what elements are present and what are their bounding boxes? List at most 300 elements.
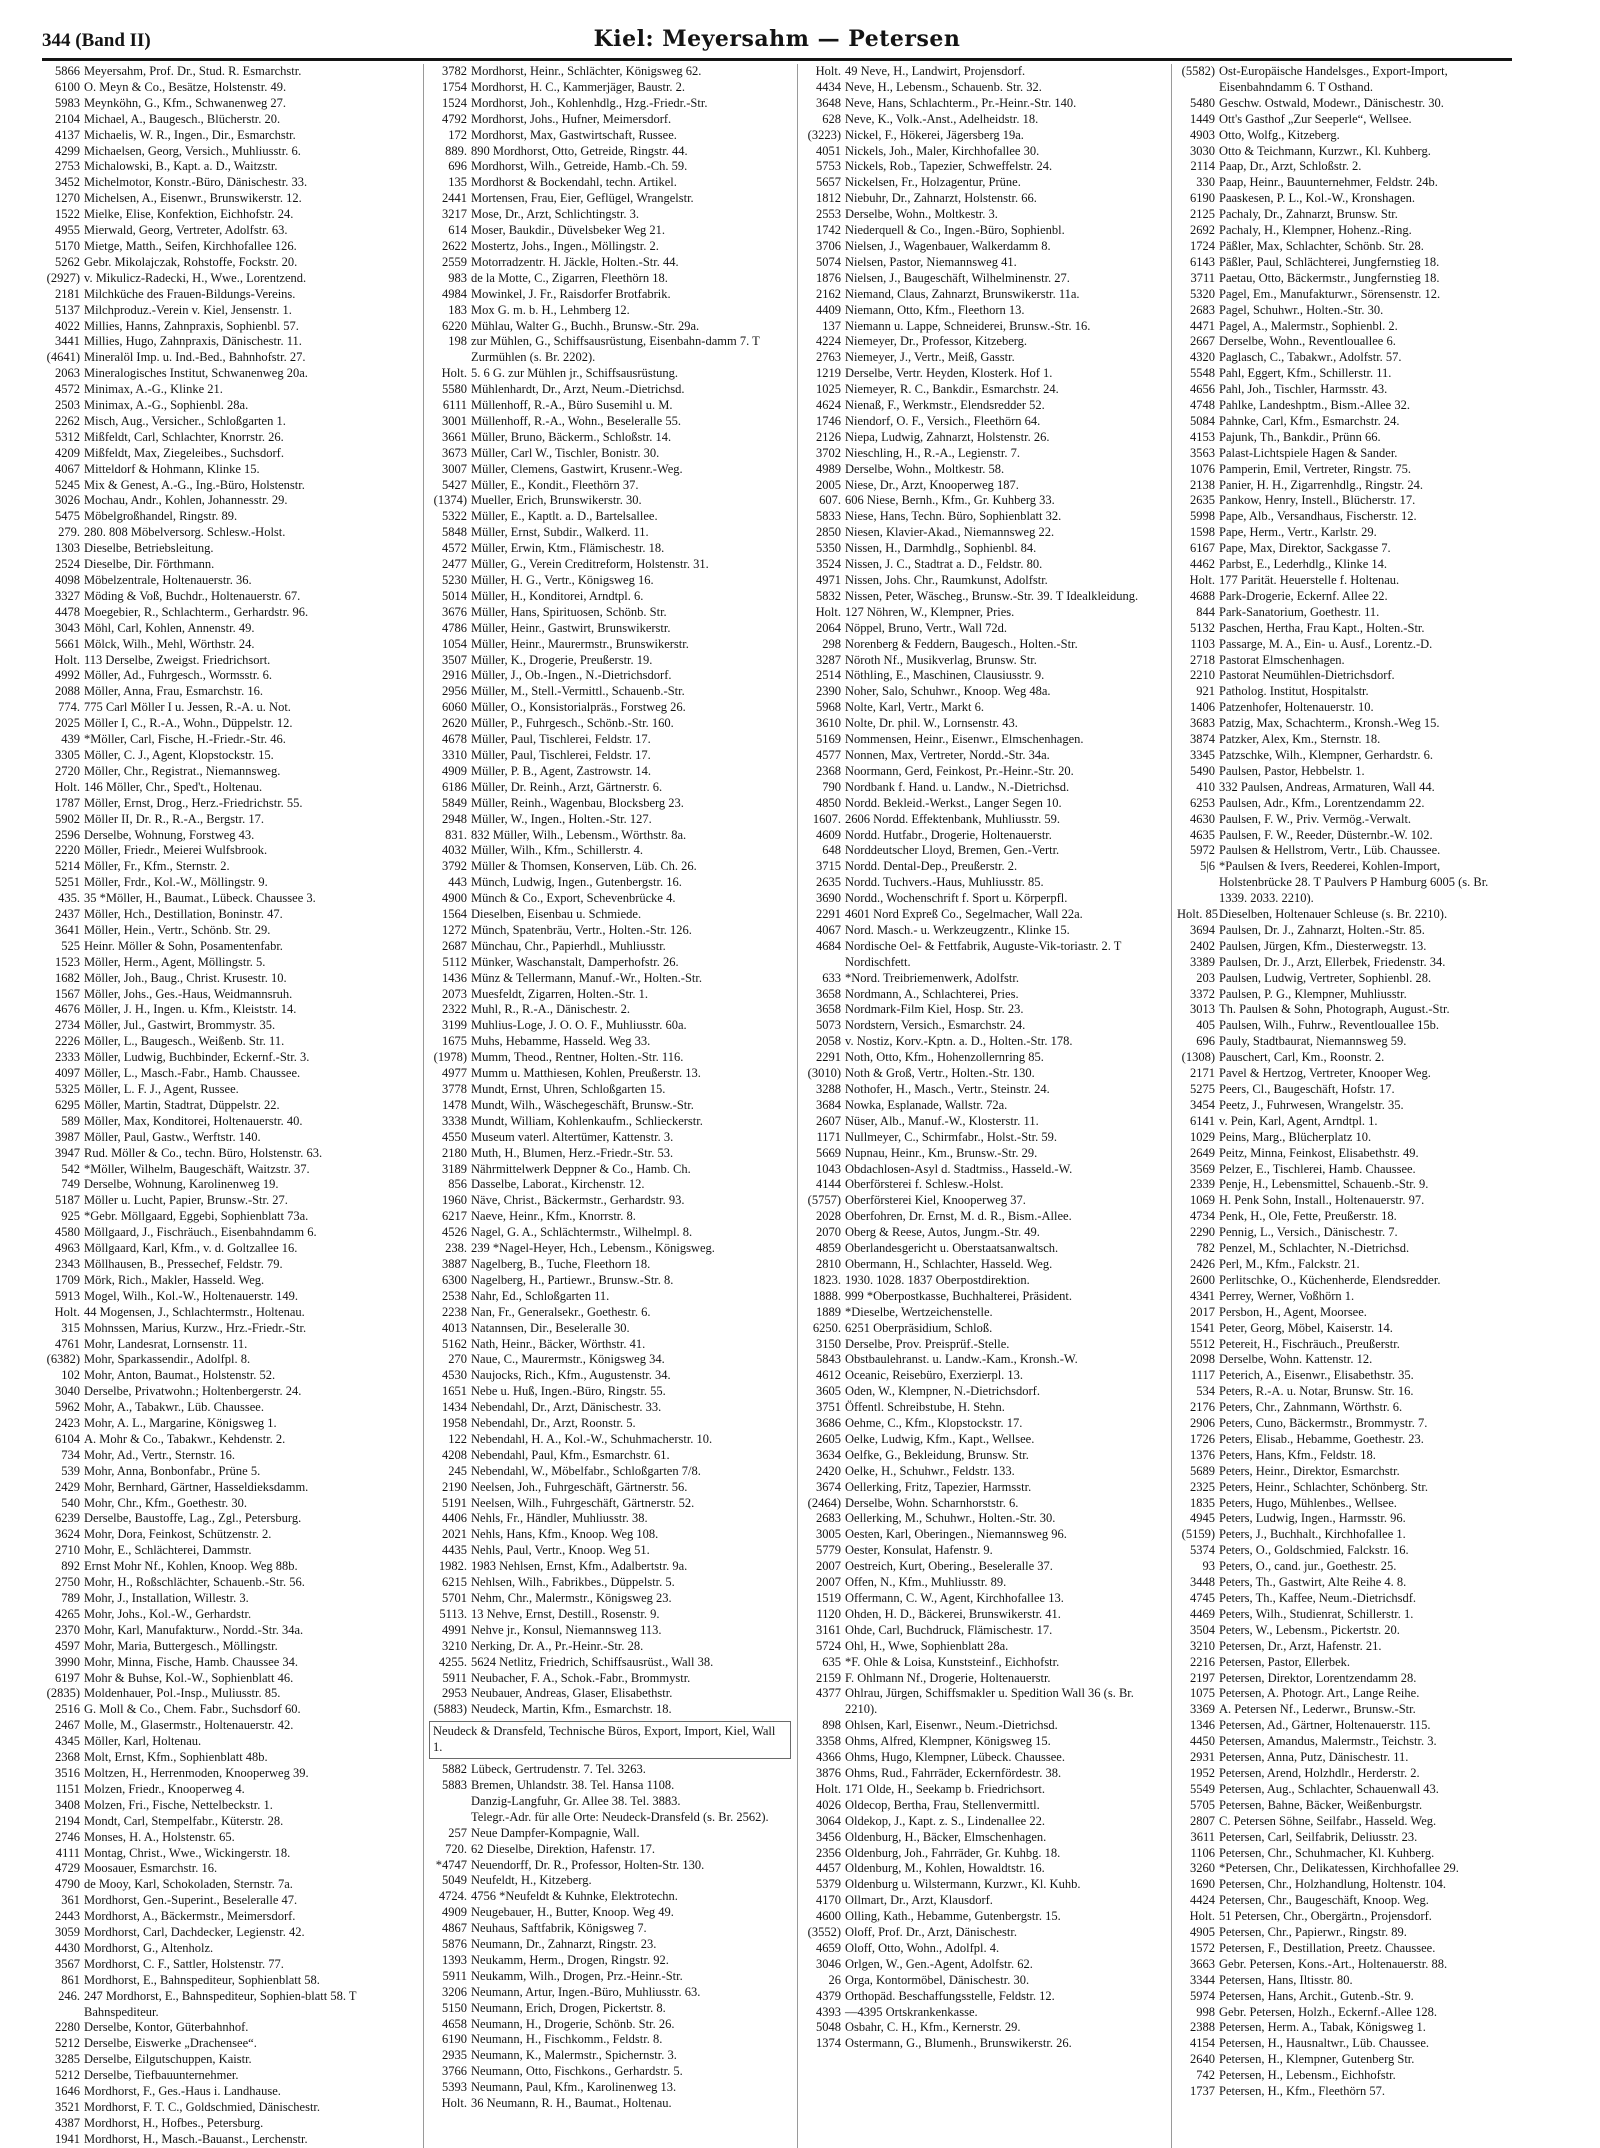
- phone-number: 898: [822, 1718, 841, 1733]
- phone-number: 4051: [816, 143, 841, 158]
- directory-entry: [429, 446, 791, 462]
- directory-entry: [42, 637, 417, 653]
- phone-number: 5014: [442, 588, 467, 603]
- directory-entry: [1177, 1655, 1506, 1671]
- directory-entry: [42, 541, 417, 557]
- phone-number: 315: [61, 1320, 80, 1335]
- phone-number: 2162: [816, 286, 841, 301]
- phone-number: 749: [61, 1177, 80, 1192]
- phone-number: 5580: [442, 382, 467, 397]
- entry-text: Niemand, Claus, Zahnarzt, Brunswikerstr. 11a.: [845, 286, 1080, 301]
- entry-text: 606 Niese, Bernh., Kfm., Gr. Kuhberg 33.: [845, 493, 1055, 508]
- entry-text: Peters, O., Goldschmied, Falckstr. 16.: [1219, 1543, 1409, 1558]
- entry-text: Orlgen, W., Gen.-Agent, Adolfstr. 62.: [845, 1956, 1033, 1971]
- phone-number: 5913: [55, 1288, 80, 1303]
- entry-text: Nielsen, J., Baugeschäft, Wilhelminenstr. 27.: [845, 270, 1070, 285]
- entry-text: Milchproduz.-Verein v. Kiel, Jensenstr. 1.: [84, 302, 292, 317]
- directory-entry: [803, 1989, 1165, 2005]
- entry-text: Nebendahl, Dr., Arzt, Roonstr. 5.: [471, 1416, 636, 1431]
- directory-entry: [429, 1810, 791, 1826]
- directory-entry: [429, 334, 791, 366]
- phone-number: 4299: [55, 143, 80, 158]
- entry-text: Neumann, Paul, Kfm., Karolinenweg 13.: [471, 2080, 677, 2095]
- entry-text: Paetau, Otto, Bäckermstr., Jungfernstieg 18.: [1219, 270, 1440, 285]
- directory-entry: [42, 144, 417, 160]
- directory-entry: [1177, 589, 1506, 605]
- phone-number: 4471: [1190, 318, 1215, 333]
- directory-entry: [429, 1114, 791, 1130]
- directory-entry: [429, 653, 791, 669]
- directory-entry: [42, 382, 417, 398]
- directory-entry: [429, 1146, 791, 1162]
- entry-text: Palast-Lichtspiele Hagen & Sander.: [1219, 445, 1398, 460]
- entry-text: Peters, Heinr., Direktor, Esmarchstr.: [1219, 1463, 1400, 1478]
- phone-number: 1075: [1190, 1686, 1215, 1701]
- entry-text: Oester, Konsulat, Hafenstr. 9.: [845, 1543, 993, 1558]
- phone-number: 3563: [1190, 445, 1215, 460]
- entry-text: Geschw. Ostwald, Modewr., Dänischestr. 30.: [1219, 95, 1444, 110]
- entry-text: Neve, K., Volk.-Anst., Adelheidstr. 18.: [845, 111, 1039, 126]
- directory-entry: [42, 891, 417, 907]
- entry-text: Pahnke, Carl, Kfm., Esmarchstr. 24.: [1219, 413, 1400, 428]
- directory-entry: [803, 971, 1165, 987]
- directory-entry: [42, 716, 417, 732]
- entry-text: Petersen, Bahne, Bäcker, Weißenburgstr.: [1219, 1797, 1423, 1812]
- directory-entry: [803, 1002, 1165, 1018]
- directory-entry: [42, 2100, 417, 2116]
- entry-text: Neve, Hans, Schlachterm., Pr.-Heinr.-Str. 140.: [845, 95, 1077, 110]
- phone-number: 3694: [1190, 922, 1215, 937]
- directory-entry: [1177, 271, 1506, 287]
- phone-number: 3287: [816, 652, 841, 667]
- entry-text: Müller, Ernst, Subdir., Walkerd. 11.: [471, 525, 649, 540]
- entry-text: Derselbe, Wohn., Moltkestr. 58.: [845, 461, 1005, 476]
- phone-number: 5393: [442, 2080, 467, 2095]
- entry-text: Petersen, H., Kfm., Fleethörn 57.: [1219, 2084, 1385, 2099]
- directory-entry: [1177, 462, 1506, 478]
- phone-number: 135: [448, 175, 467, 190]
- phone-number: 5170: [55, 238, 80, 253]
- phone-number: 2692: [1190, 223, 1215, 238]
- entry-text: Nebendahl, W., Möbelfabr., Schloßgarten 7/8.: [471, 1463, 701, 1478]
- entry-text: 51 Petersen, Chr., Obergärtn., Projensdorf.: [1219, 1909, 1432, 1924]
- entry-text: Mordhorst, Johs., Hufner, Meimersdorf.: [471, 111, 672, 126]
- entry-text: Müller, Hans, Spirituosen, Schönb. Str.: [471, 604, 667, 619]
- directory-entry: [429, 1384, 791, 1400]
- directory-entry: [42, 1909, 417, 1925]
- entry-text: G. Moll & Co., Chem. Fabr., Suchsdorf 60.: [84, 1702, 301, 1717]
- entry-text: Pajunk, Th., Bankdir., Prünn 66.: [1219, 429, 1381, 444]
- directory-entry: [1177, 828, 1506, 844]
- entry-text: 6251 Oberpräsidium, Schloß.: [845, 1320, 993, 1335]
- directory-entry: [42, 175, 417, 191]
- entry-text: Park-Drogerie, Eckernf. Allee 22.: [1219, 588, 1388, 603]
- directory-entry: [803, 1066, 1165, 1082]
- phone-number: 198: [448, 334, 467, 349]
- phone-number: (6382): [46, 1352, 80, 1367]
- entry-text: Ott's Gasthof „Zur Seeperle“, Wellsee.: [1219, 111, 1412, 126]
- directory-entry: [42, 398, 417, 414]
- entry-text: Derselbe, Privatwohn.; Holtenbergerstr. 24.: [84, 1384, 302, 1399]
- entry-text: Osbahr, C. H., Kfm., Kernerstr. 29.: [845, 2020, 1021, 2035]
- phone-number: 5876: [442, 1937, 467, 1952]
- phone-number: 1478: [442, 1097, 467, 1112]
- entry-text: *F. Ohle & Loisa, Kunststeinf., Eichhofstr.: [845, 1654, 1060, 1669]
- entry-text: Mundt, Wilh., Wäschegeschäft, Brunsw.-Str.: [471, 1097, 694, 1112]
- entry-text: Möller, Max, Konditorei, Holtenauerstr. 40.: [84, 1113, 303, 1128]
- entry-text: Derselbe, Wohn. Scharnhorststr. 6.: [845, 1495, 1019, 1510]
- directory-entry: [803, 1018, 1165, 1034]
- phone-number: 3521: [55, 2100, 80, 2114]
- phone-number: 3663: [1190, 1956, 1215, 1971]
- directory-entry: [803, 605, 1165, 621]
- phone-number: Holt.: [54, 1304, 80, 1319]
- entry-text: Niemann u. Lappe, Schneiderei, Brunsw.-Str. 16.: [845, 318, 1091, 333]
- directory-entry: [42, 955, 417, 971]
- phone-number: 1120: [816, 1606, 841, 1621]
- directory-entry: [42, 907, 417, 923]
- entry-text: Päßler, Paul, Schlächterei, Jungfernstieg 18.: [1219, 254, 1440, 269]
- entry-text: Nowka, Esplanade, Wallstr. 72a.: [845, 1097, 1008, 1112]
- entry-text: Möller, Johs., Ges.-Haus, Weidmannsruh.: [84, 986, 293, 1001]
- phone-number: 2073: [442, 986, 467, 1001]
- directory-entry: [429, 573, 791, 589]
- entry-text: Mondt, Carl, Stempelfabr., Küterstr. 28.: [84, 1813, 284, 1828]
- directory-entry: [42, 1543, 417, 1559]
- entry-text: Möller, Jul., Gastwirt, Brommystr. 35.: [84, 1018, 276, 1033]
- entry-text: Persbon, H., Agent, Moorsee.: [1219, 1304, 1367, 1319]
- phone-number: 2343: [55, 1256, 80, 1271]
- directory-entry: [429, 1241, 791, 1257]
- directory-entry: [803, 1098, 1165, 1114]
- phone-number: 5968: [816, 700, 841, 715]
- directory-entry: [429, 2001, 791, 2017]
- phone-number: 3673: [442, 445, 467, 460]
- phone-number: 1406: [1190, 700, 1215, 715]
- directory-entry: [429, 1778, 791, 1794]
- entry-text: Ohde, Carl, Buchdruck, Flämischestr. 17.: [845, 1622, 1053, 1637]
- phone-number: 2333: [55, 1050, 80, 1065]
- directory-entry: [42, 1384, 417, 1400]
- directory-entry: [1177, 748, 1506, 764]
- directory-entry: [803, 1575, 1165, 1591]
- entry-text: Gebr. Petersen, Kons.-Art., Holtenauerstr. 88.: [1219, 1956, 1448, 1971]
- directory-entry: [803, 764, 1165, 780]
- directory-entry: [42, 1877, 417, 1893]
- directory-entry: [42, 1496, 417, 1512]
- directory-entry: [1177, 1146, 1506, 1162]
- phone-number: 5322: [442, 509, 467, 524]
- phone-number: 5657: [816, 175, 841, 190]
- entry-text: Nehls, Fr., Händler, Muhliusstr. 38.: [471, 1511, 648, 1526]
- directory-entry: [1177, 1130, 1506, 1146]
- entry-text: Pape, Herm., Vertr., Karlstr. 29.: [1219, 525, 1377, 540]
- entry-text: Mohr, Johs., Kol.-W., Gerhardstr.: [84, 1606, 252, 1621]
- phone-number: 1436: [442, 970, 467, 985]
- phone-number: 2596: [55, 827, 80, 842]
- entry-text: Oloff, Prof. Dr., Arzt, Dänischestr.: [845, 1925, 1017, 1940]
- phone-number: 203: [1196, 970, 1215, 985]
- entry-text: Peters, Elisab., Hebamme, Goethestr. 23.: [1219, 1431, 1424, 1446]
- directory-entry: [803, 923, 1165, 939]
- phone-number: 5705: [1190, 1797, 1215, 1812]
- phone-number: 4026: [816, 1797, 841, 1812]
- directory-entry: [429, 700, 791, 716]
- directory-entry: [429, 303, 791, 319]
- phone-number: 4379: [816, 1988, 841, 2003]
- entry-text: Oehme, C., Kfm., Klopstockstr. 17.: [845, 1416, 1023, 1431]
- phone-number: 1523: [55, 954, 80, 969]
- directory-entry: [803, 1177, 1165, 1193]
- entry-text: Oceanic, Reisebüro, Exerzierpl. 13.: [845, 1368, 1024, 1383]
- phone-number: 2291: [816, 907, 841, 922]
- entry-text: Michaelsen, Georg, Versich., Muhliusstr. 6.: [84, 143, 301, 158]
- phone-number: 2605: [816, 1431, 841, 1446]
- entry-text: Oden, W., Klempner, N.-Dietrichsdorf.: [845, 1384, 1040, 1399]
- phone-number: 4224: [816, 334, 841, 349]
- entry-text: Muth, H., Blumen, Herz.-Friedr.-Str. 53.: [471, 1145, 674, 1160]
- entry-text: Paschen, Hertha, Frau Kapt., Holten.-Str.: [1219, 620, 1425, 635]
- entry-text: Paglasch, C., Tabakwr., Adolfstr. 57.: [1219, 350, 1402, 365]
- phone-number: 5048: [816, 2020, 841, 2035]
- directory-entry: [803, 1766, 1165, 1782]
- entry-text: Möller, Ludwig, Buchbinder, Eckernf.-Str. 3.: [84, 1050, 310, 1065]
- entry-text: Monses, H. A., Holstenstr. 65.: [84, 1829, 235, 1844]
- phone-number: 2750: [55, 1575, 80, 1590]
- directory-entry: [42, 796, 417, 812]
- directory-entry: [803, 430, 1165, 446]
- entry-text: Oellerking, M., Schuhwr., Holten.-Str. 30.: [845, 1511, 1056, 1526]
- directory-entry: [429, 939, 791, 955]
- phone-number: 5661: [55, 636, 80, 651]
- entry-text: Paulsen, F. W., Priv. Vermög.-Verwalt.: [1219, 811, 1412, 826]
- directory-entry: [803, 1877, 1165, 1893]
- phone-number: 1117: [1190, 1368, 1215, 1383]
- directory-entry: [429, 1464, 791, 1480]
- directory-entry: [429, 955, 791, 971]
- phone-number: (2464): [807, 1495, 841, 1510]
- directory-entry: [1177, 175, 1506, 191]
- entry-text: Müller, P. B., Agent, Zastrowstr. 14.: [471, 763, 652, 778]
- phone-number: 1598: [1190, 525, 1215, 540]
- entry-text: Möller, Hch., Destillation, Boninstr. 47.: [84, 907, 283, 922]
- directory-entry: [803, 303, 1165, 319]
- entry-text: Norenberg & Feddern, Baugesch., Holten.-Str.: [845, 636, 1078, 651]
- phone-number: 2538: [442, 1288, 467, 1303]
- entry-text: Oberfohren, Dr. Ernst, M. d. R., Bism.-Allee.: [845, 1209, 1072, 1224]
- phone-number: 4462: [1190, 557, 1215, 572]
- directory-entry: [1177, 1416, 1506, 1432]
- directory-entry: [1177, 319, 1506, 335]
- phone-number: 3711: [1190, 270, 1215, 285]
- phone-number: 1272: [442, 922, 467, 937]
- directory-entry: [1177, 796, 1506, 812]
- phone-number: 4098: [55, 573, 80, 587]
- directory-entry: [42, 239, 417, 255]
- phone-number: 2810: [816, 1256, 841, 1271]
- directory-entry: [1177, 159, 1506, 175]
- entry-text: Möller, C. J., Agent, Klopstockstr. 15.: [84, 747, 274, 762]
- directory-entry: [803, 1368, 1165, 1384]
- directory-entry: [803, 700, 1165, 716]
- directory-entry: [1177, 1591, 1506, 1607]
- entry-text: Peters, Th., Kaffee, Neum.-Dietrichsdf.: [1219, 1591, 1417, 1605]
- phone-number: 2622: [442, 238, 467, 253]
- directory-entry: [42, 557, 417, 573]
- entry-text: Mortensen, Frau, Eier, Geflügel, Wrangelstr.: [471, 191, 694, 206]
- directory-entry: [42, 1066, 417, 1082]
- phone-number: 1835: [1190, 1495, 1215, 1510]
- directory-entry: [42, 2132, 417, 2148]
- entry-text: 177 Parität. Heuerstelle f. Holtenau.: [1219, 573, 1400, 587]
- entry-text: Möller, L. F. J., Agent, Russee.: [84, 1082, 239, 1096]
- phone-number: 696: [448, 159, 467, 174]
- entry-text: Mohr, J., Installation, Willestr. 3.: [84, 1591, 249, 1605]
- phone-number: 3013: [1190, 1002, 1215, 1017]
- entry-text: Möllgaard, J., Fischräuch., Eisenbahndamm 6.: [84, 1225, 317, 1240]
- entry-text: Pennig, L., Versich., Dänischestr. 7.: [1219, 1225, 1398, 1240]
- entry-text: Müller, P., Fuhrgesch., Schönb.-Str. 160.: [471, 716, 674, 731]
- entry-text: Peters, Heinr., Schlachter, Schönberg. Str.: [1219, 1479, 1428, 1494]
- entry-text: Neumann, Dr., Zahnarzt, Ringstr. 23.: [471, 1937, 657, 1952]
- entry-text: Münchau, Chr., Papierhdl., Muhliusstr.: [471, 938, 666, 953]
- directory-entry: [1177, 112, 1506, 128]
- directory-entry: [1177, 987, 1506, 1003]
- directory-entry: [803, 207, 1165, 223]
- phone-number: 6295: [55, 1097, 80, 1112]
- directory-entry: [803, 493, 1165, 509]
- entry-text: Niese, Hans, Techn. Büro, Sophienblatt 32.: [845, 509, 1062, 524]
- directory-entry: [42, 1718, 417, 1734]
- entry-text: Möller, Ernst, Drog., Herz.-Friedrichstr. 55.: [84, 795, 303, 810]
- entry-text: Möller II, Dr. R., R.-A., Bergstr. 17.: [84, 811, 264, 826]
- entry-text: Nöroth Nf., Musikverlag, Brunsw. Str.: [845, 652, 1037, 667]
- directory-entry: [803, 1464, 1165, 1480]
- directory-entry: [1177, 1018, 1506, 1034]
- directory-entry: [1177, 732, 1506, 748]
- directory-column-3: [798, 64, 1172, 2148]
- phone-number: 2159: [816, 1670, 841, 1685]
- entry-text: Münch, Spatenbräu, Vertr., Holten.-Str. 126.: [471, 922, 692, 937]
- entry-text: Pankow, Henry, Instell., Blücherstr. 17.: [1219, 493, 1416, 508]
- phone-number: 5084: [1190, 413, 1215, 428]
- entry-text: de la Motte, C., Zigarren, Fleethörn 18.: [471, 270, 668, 285]
- directory-entry: [803, 1559, 1165, 1575]
- phone-number: 4457: [816, 1861, 841, 1876]
- entry-text: Michalowski, B., Kapt. a. D., Waitzstr.: [84, 159, 278, 174]
- phone-number: 3046: [816, 1956, 841, 1971]
- entry-text: Nordstern, Versich., Esmarchstr. 24.: [845, 1018, 1026, 1033]
- phone-number: 2559: [442, 254, 467, 269]
- phone-number: 6300: [442, 1272, 467, 1287]
- entry-text: Petersen, Chr., Holzhandlung, Holtenstr. 104.: [1219, 1877, 1447, 1892]
- entry-text: Otto, Wolfg., Kitzeberg.: [1219, 127, 1340, 142]
- phone-number: 5972: [1190, 843, 1215, 858]
- phone-number: *4747: [435, 1857, 467, 1872]
- phone-number: 2423: [55, 1416, 80, 1431]
- directory-entry: [1177, 1368, 1506, 1384]
- directory-entry: [1177, 1782, 1506, 1798]
- phone-number: 1103: [1190, 636, 1215, 651]
- directory-entry: [429, 907, 791, 923]
- directory-entry: [429, 1066, 791, 1082]
- directory-entry: [42, 1209, 417, 1225]
- directory-column-1: [42, 64, 424, 2148]
- entry-text: Niemeyer, J., Vertr., Meiß, Gasstr.: [845, 350, 1015, 365]
- entry-text: Perrey, Werner, Voßhörn 1.: [1219, 1288, 1355, 1303]
- directory-entry: [429, 414, 791, 430]
- directory-entry: [42, 303, 417, 319]
- phone-number: 5833: [816, 509, 841, 524]
- directory-entry: [429, 1543, 791, 1559]
- phone-number: 3454: [1190, 1097, 1215, 1112]
- directory-entry: [803, 1400, 1165, 1416]
- directory-entry: [803, 223, 1165, 239]
- phone-number: 4991: [442, 1622, 467, 1637]
- entry-text: Mordhorst, Carl, Dachdecker, Legienstr. 42.: [84, 1925, 305, 1940]
- entry-text: Muhs, Hebamme, Hasseld. Weg 33.: [471, 1034, 651, 1049]
- directory-entry: [1177, 223, 1506, 239]
- phone-number: 3206: [442, 1984, 467, 1999]
- directory-entry: [42, 1527, 417, 1543]
- phone-number: 3641: [55, 922, 80, 937]
- phone-number: 4658: [442, 2016, 467, 2031]
- directory-entry: [42, 828, 417, 844]
- directory-entry: [42, 732, 417, 748]
- directory-entry: [429, 557, 791, 573]
- entry-text: Möller, J. H., Ingen. u. Kfm., Kleiststr. 14.: [84, 1002, 297, 1017]
- directory-entry: [1177, 207, 1506, 223]
- entry-text: Telegr.-Adr. für alle Orte: Neudeck-Dransfeld (s. Br. 2562).: [471, 1809, 769, 1824]
- entry-text: *Dieselbe, Wertzeichenstelle.: [845, 1304, 993, 1319]
- directory-entry: [1177, 907, 1506, 923]
- directory-entry: [1177, 1941, 1506, 1957]
- directory-entry: [1177, 1289, 1506, 1305]
- phone-number: 5251: [55, 875, 80, 890]
- entry-text: Michelsen, A., Eisenwr., Brunswikerstr. 12.: [84, 191, 302, 206]
- entry-text: Paulsen, Adr., Kfm., Lorentzendamm 22.: [1219, 795, 1425, 810]
- entry-text: Ohlsen, Karl, Eisenwr., Neum.-Dietrichsd.: [845, 1718, 1058, 1733]
- directory-entry: [429, 1655, 791, 1671]
- phone-number: 2058: [816, 1034, 841, 1049]
- entry-text: Mohnssen, Marius, Kurzw., Hrz.-Friedr.-Str.: [84, 1320, 307, 1335]
- directory-entry: [42, 1861, 417, 1877]
- entry-text: Nordd. Bekleid.-Werkst., Langer Segen 10.: [845, 795, 1062, 810]
- directory-entry: [429, 1527, 791, 1543]
- phone-number: 983: [448, 270, 467, 285]
- directory-entry: [1177, 1718, 1506, 1734]
- directory-entry: [803, 1814, 1165, 1830]
- phone-number: 5832: [816, 588, 841, 603]
- phone-number: 5245: [55, 477, 80, 492]
- directory-entry: [42, 1830, 417, 1846]
- directory-entry: [1177, 557, 1506, 573]
- directory-entry: [803, 684, 1165, 700]
- phone-number: 5132: [1190, 620, 1215, 635]
- entry-text: Nickelsen, Fr., Holzagentur, Prüne.: [845, 175, 1021, 190]
- phone-number: 137: [822, 318, 841, 333]
- entry-text: Mohr, E., Schlächterei, Dammstr.: [84, 1543, 252, 1558]
- phone-number: 2064: [816, 620, 841, 635]
- phone-number: 3040: [55, 1384, 80, 1399]
- directory-entry: [42, 1225, 417, 1241]
- directory-entry: [42, 1893, 417, 1909]
- phone-number: Holt.: [54, 652, 80, 667]
- entry-text: Ollmart, Dr., Arzt, Klausdorf.: [845, 1893, 993, 1908]
- phone-number: 4111: [55, 1845, 80, 1860]
- entry-text: Petersen, Dr., Arzt, Hafenstr. 21.: [1219, 1638, 1382, 1653]
- phone-number: 257: [448, 1825, 467, 1840]
